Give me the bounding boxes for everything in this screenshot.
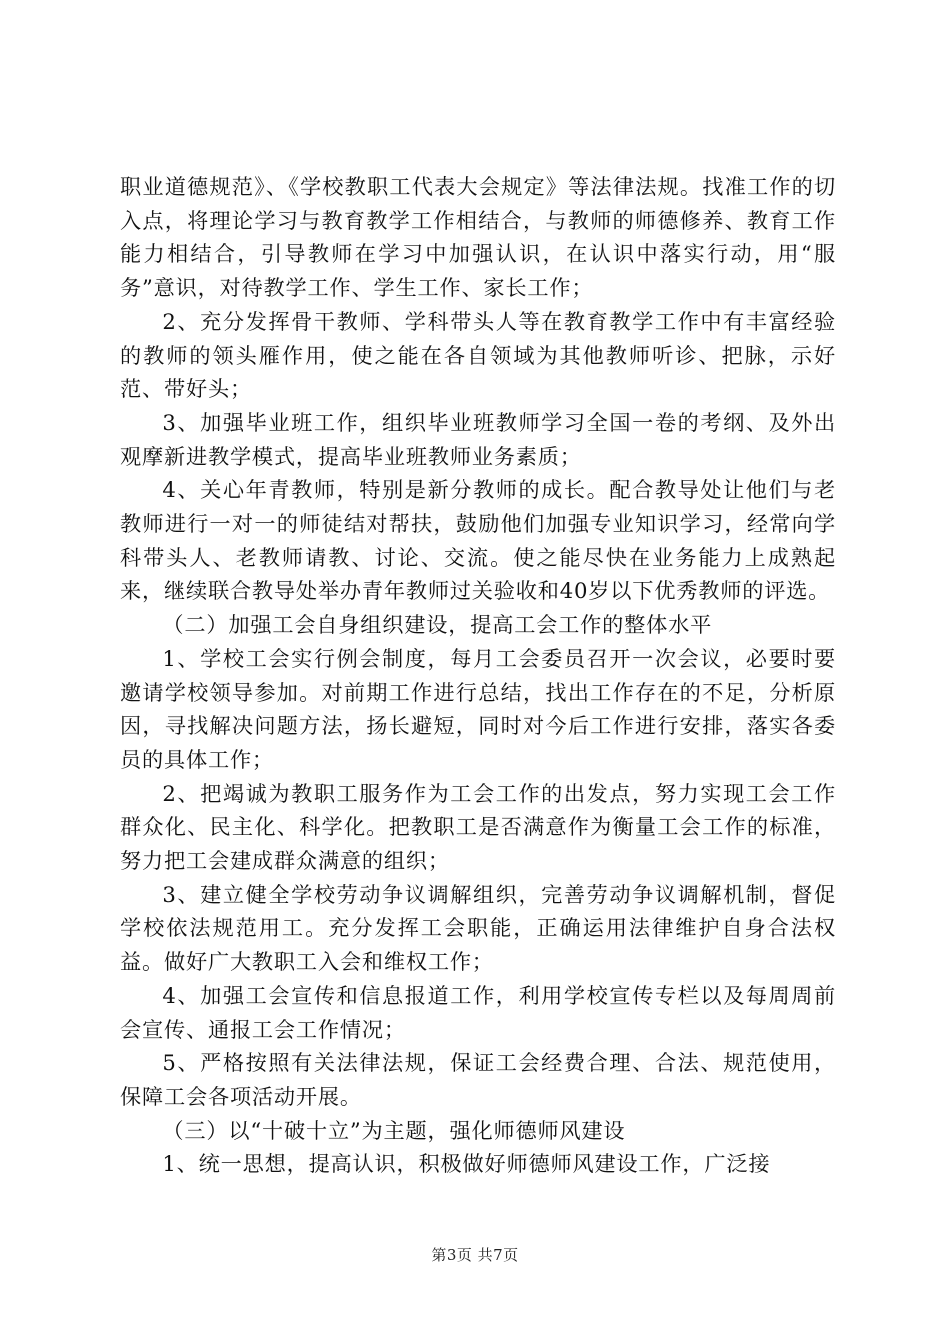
paragraph: 3、加强毕业班工作，组织毕业班教师学习全国一卷的考纲、及外出观摩新进教学模式，提高毕业班教师业务素质； xyxy=(120,409,836,469)
paragraph: 2、充分发挥骨干教师、学科带头人等在教育教学工作中有丰富经验的教师的领头雁作用，使之能在各自领域为其他教师听诊、把脉，示好范、带好头； xyxy=(120,308,836,402)
paragraph: 5、严格按照有关法律法规，保证工会经费合理、合法、规范使用，保障工会各项活动开展。 xyxy=(120,1050,836,1109)
paragraph: 1、学校工会实行例会制度，每月工会委员召开一次会议，必要时要邀请学校领导参加。对前期工作进行总结，找出工作存在的不足，分析原因，寻找解决问题方法，扬长避短，同时对今后工作进行安排，落实各委员的具体工作； xyxy=(120,645,836,772)
paragraph: 4、关心年青教师，特别是新分教师的成长。配合教导处让他们与老教师进行一对一的师徒结对帮扶，鼓励他们加强专业知识学习，经常向学科带头人、老教师请教、讨论、交流。使之能尽快在业务能力上成熟起来，继续联合教导处举办青年教师过关验收和40岁以下优秀教师的评选。 xyxy=(120,477,836,604)
section-heading: （二）加强工会自身组织建设，提高工会工作的整体水平 xyxy=(162,612,713,638)
paragraph: 1、统一思想，提高认识，积极做好师德师风建设工作，广泛接 xyxy=(162,1151,771,1177)
paragraph: 3、建立健全学校劳动争议调解组织，完善劳动争议调解机制，督促学校依法规范用工。充分发挥工会职能，正确运用法律维护自身合法权益。做好广大教职工入会和维权工作； xyxy=(120,881,836,975)
paragraph: 职业道德规范》、《学校教职工代表大会规定》等法律法规。找准工作的切入点，将理论学习与教育教学工作相结合，与教师的师德修养、教育工作能力相结合，引导教师在学习中加强认识，在认识中落实行动，用“服务”意识，对待教学工作、学生工作、家长工作； xyxy=(120,174,836,301)
document-body xyxy=(120,170,836,1181)
paragraph: 2、把竭诚为教职工服务作为工会工作的出发点，努力实现工会工作群众化、民主化、科学化。把教职工是否满意作为衡量工会工作的标准，努力把工会建成群众满意的组织； xyxy=(120,780,836,874)
paragraph: 4、加强工会宣传和信息报道工作，利用学校宣传专栏以及每周周前会宣传、通报工会工作情况； xyxy=(120,982,836,1042)
section-heading: （三）以“十破十立”为主题，强化师德师风建设 xyxy=(162,1117,626,1143)
page-footer: 第3页 共7页 xyxy=(431,1246,519,1264)
